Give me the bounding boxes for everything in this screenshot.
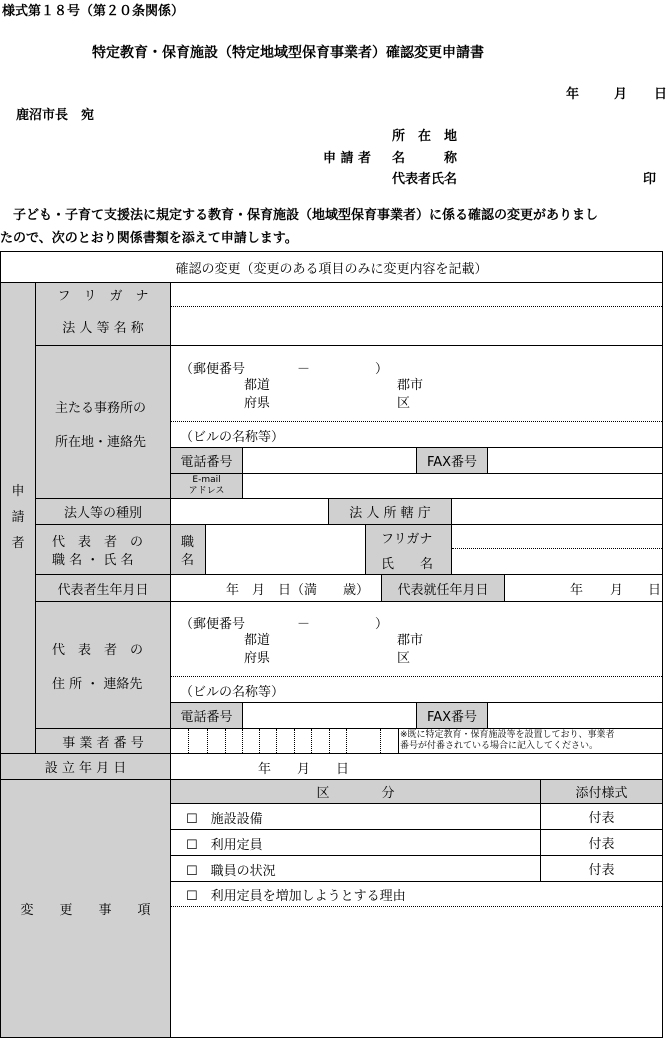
corp-type-label: 法人等の種別 <box>63 506 142 521</box>
rep-title-line2: 職 名 ・ 氏 名 <box>52 553 134 568</box>
applicant-side-label: 申請者 <box>11 484 25 551</box>
office-fax-label: FAX番号 <box>426 455 478 470</box>
office-gunshi: 郡市 <box>397 378 424 393</box>
change-item-facility[interactable]: ☐ 施設設備 <box>186 812 263 827</box>
rep-postal: （郵便番号 － ） <box>180 617 389 632</box>
shoku-label-1: 職 <box>181 535 195 550</box>
applicant-name-label: 名 称 <box>392 151 458 166</box>
email-label: E-mail アドレス <box>188 475 225 496</box>
rep-furigana-label: フリガナ <box>381 532 433 547</box>
date-day: 日 <box>654 87 668 102</box>
representative-name-label: 代表者氏名 <box>392 172 458 187</box>
office-tel-label: 電話番号 <box>180 455 233 470</box>
rep-todo: 都道 <box>244 633 271 648</box>
change-item-capacity-reason[interactable]: ☐ 利用定員を増加しようとする理由 <box>186 889 406 904</box>
appoint-month: 月 <box>610 583 624 598</box>
office-label-line2: 所在地・連絡先 <box>55 435 147 450</box>
attach-capacity: 付表 <box>588 837 615 852</box>
attach-staff: 付表 <box>588 863 615 878</box>
founded-label: 設 立 年 月 日 <box>44 761 127 776</box>
birth-value: 年 月 日（満 歳） <box>226 583 370 598</box>
change-items-label: 変 更 事 項 <box>20 903 151 918</box>
change-item-staff[interactable]: ☐ 職員の状況 <box>186 864 276 879</box>
jurisdiction-label: 法 人 所 轄 庁 <box>349 506 431 521</box>
office-building: （ビルの名称等） <box>180 430 285 445</box>
rep-ku: 区 <box>397 651 411 666</box>
seal-mark: 印 <box>643 172 657 187</box>
change-item-capacity[interactable]: ☐ 利用定員 <box>186 838 263 853</box>
attach-header: 添付様式 <box>575 786 628 801</box>
applicant-label: 申 請 者 <box>323 151 372 166</box>
attach-facility: 付表 <box>588 811 615 826</box>
table-caption: 確認の変更（変更のある項目のみに変更内容を記載） <box>175 261 488 277</box>
applicant-address-label: 所 在 地 <box>392 129 458 144</box>
birth-label: 代表者生年月日 <box>57 582 149 598</box>
document-title: 特定教育・保育施設（特定地域型保育事業者）確認変更申請書 <box>92 45 484 61</box>
founded-value: 年 月 日 <box>258 762 350 777</box>
rep-name-label: 氏 名 <box>381 557 434 572</box>
office-postal: （郵便番号 － ） <box>180 362 389 377</box>
furigana-label: フ リ ガ ナ <box>57 288 149 304</box>
office-label-line1: 主たる事務所の <box>55 401 147 416</box>
rep-title-line1: 代 表 者 の <box>52 535 144 550</box>
addressee: 鹿沼市長 宛 <box>16 108 95 123</box>
rep-building: （ビルの名称等） <box>180 685 285 700</box>
date-month: 月 <box>614 87 628 102</box>
rep-addr-line1: 代 表 者 の <box>52 643 144 658</box>
appoint-day: 日 <box>648 583 662 598</box>
rep-fax-label: FAX番号 <box>426 710 478 725</box>
biz-number-note-2: 番号が付番されている場合に記入してください。 <box>400 741 599 751</box>
appoint-year: 年 <box>570 583 584 598</box>
rep-gunshi: 郡市 <box>397 633 424 648</box>
office-fuken: 府県 <box>244 396 271 411</box>
rep-tel-label: 電話番号 <box>180 710 233 725</box>
office-todo: 都道 <box>244 378 271 393</box>
biz-number-label: 事 業 者 番 号 <box>62 735 144 751</box>
office-ku: 区 <box>397 396 411 411</box>
biz-number-note-1: ※既に特定教育・保育施設等を設置しており、事業者 <box>400 730 615 740</box>
shoku-label-2: 名 <box>181 553 195 568</box>
kubun-header: 区 分 <box>316 786 395 801</box>
rep-fuken: 府県 <box>244 651 271 666</box>
appoint-label: 代表就任年月日 <box>397 582 489 598</box>
corp-name-label: 法 人 等 名 称 <box>62 320 144 336</box>
date-year: 年 <box>566 87 580 102</box>
rep-addr-line2: 住 所 ・ 連絡先 <box>52 677 143 692</box>
body-text-line1: 子ども・子育て支援法に規定する教育・保育施設（地域型保育事業者）に係る確認の変更がありまし <box>0 208 599 223</box>
body-text-line2: たので、次のとおり関係書類を添えて申請します。 <box>0 231 298 246</box>
form-number: 様式第１８号（第２０条関係） <box>2 4 185 19</box>
